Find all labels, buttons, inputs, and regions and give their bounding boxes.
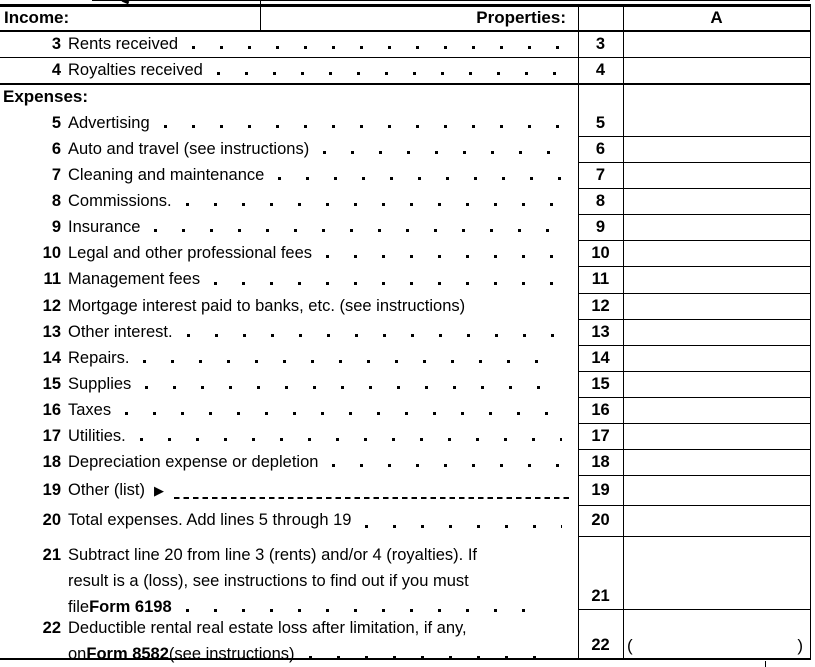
description-text: on bbox=[68, 644, 87, 663]
line-5-box-number: 5 bbox=[595, 114, 606, 132]
amount-cell-line-3[interactable] bbox=[624, 31, 810, 57]
line-5-description bbox=[68, 110, 578, 136]
line-7-box-number: 7 bbox=[595, 165, 606, 184]
description-text: Mortgage interest paid to banks, etc. (see instructions) bbox=[68, 296, 466, 315]
line-8-box-number: 8 bbox=[595, 191, 606, 210]
line-10-number: 10 bbox=[42, 244, 61, 262]
line-9-description bbox=[68, 214, 578, 240]
line-16-box-number: 16 bbox=[591, 400, 610, 419]
line-16-number: 16 bbox=[42, 401, 61, 419]
description-text: Rents received bbox=[68, 34, 179, 53]
loss-open-paren: ( bbox=[627, 636, 633, 655]
line-4-description bbox=[68, 57, 578, 83]
line-17-description bbox=[68, 423, 578, 449]
dot-leader bbox=[365, 525, 562, 528]
line-11-box-number: 11 bbox=[591, 270, 610, 288]
amount-cell-line-11[interactable] bbox=[624, 266, 810, 293]
amount-cell-line-13[interactable] bbox=[624, 319, 810, 345]
line-22-number: 22 bbox=[42, 619, 61, 637]
amount-cell-line-20[interactable] bbox=[624, 505, 810, 536]
dot-leader bbox=[186, 203, 562, 206]
amount-cell-line-10[interactable] bbox=[624, 240, 810, 266]
amount-cell-line-14[interactable] bbox=[624, 345, 810, 371]
dot-leader bbox=[323, 151, 562, 154]
dot-leader bbox=[143, 360, 562, 363]
dot-leader bbox=[140, 438, 562, 441]
dot-leader bbox=[164, 125, 562, 128]
description-text: Depreciation expense or depletion bbox=[68, 452, 319, 471]
line-22-description bbox=[68, 615, 564, 667]
description-text: Deductible rental real estate loss after limitation, if any, bbox=[68, 618, 467, 637]
line-12-description bbox=[68, 293, 578, 319]
dot-leader bbox=[192, 46, 562, 49]
amount-cell-line-22[interactable] bbox=[624, 609, 810, 658]
dot-leader bbox=[214, 282, 562, 285]
line-15-box-number: 15 bbox=[591, 374, 610, 393]
line-18-description bbox=[68, 449, 578, 475]
amount-cell-line-16[interactable] bbox=[624, 397, 810, 423]
line-21-number: 21 bbox=[42, 546, 61, 564]
dot-leader bbox=[217, 72, 562, 75]
clipped-previous-row-border bbox=[92, 0, 810, 1]
line-11-number: 11 bbox=[43, 270, 61, 288]
line-6-box-number: 6 bbox=[595, 139, 606, 158]
dot-leader bbox=[332, 464, 562, 467]
line-19-description bbox=[68, 475, 578, 505]
line-12-number: 12 bbox=[42, 297, 61, 315]
description-text: Insurance bbox=[68, 217, 141, 236]
line-3-description bbox=[68, 31, 578, 57]
line-10-box-number: 10 bbox=[591, 243, 610, 262]
dot-leader bbox=[186, 609, 548, 612]
line-15-number: 15 bbox=[42, 375, 61, 393]
line-20-box-number: 20 bbox=[591, 511, 610, 529]
line-21-box-number: 21 bbox=[591, 587, 610, 605]
line-12-box-number: 12 bbox=[591, 296, 610, 315]
line-13-number: 13 bbox=[42, 323, 61, 341]
description-text: Utilities. bbox=[68, 426, 126, 445]
right-arrow-icon: ▶ bbox=[154, 482, 165, 498]
line-7-number: 7 bbox=[51, 166, 61, 184]
line-4-box-number: 4 bbox=[595, 60, 606, 79]
amount-cell-line-21[interactable] bbox=[624, 536, 810, 609]
line-17-box-number: 17 bbox=[591, 426, 610, 445]
line-8-number: 8 bbox=[51, 192, 61, 210]
expenses-section-label: Expenses: bbox=[3, 87, 89, 106]
amount-cell-line-18[interactable] bbox=[624, 449, 810, 475]
line-6-number: 6 bbox=[51, 140, 61, 158]
amount-cell-line-9[interactable] bbox=[624, 214, 810, 240]
loss-close-paren: ) bbox=[797, 636, 803, 655]
other-list-fill-in-line[interactable] bbox=[174, 497, 570, 499]
line-21-text-line bbox=[68, 542, 564, 568]
line-21-description bbox=[68, 542, 564, 620]
line-8-description bbox=[68, 188, 578, 214]
description-text: Commissions. bbox=[68, 191, 172, 210]
line-20-description bbox=[68, 505, 578, 536]
properties-header-label: Properties: bbox=[476, 8, 566, 27]
line-22-text-line bbox=[68, 641, 564, 667]
description-text: Other interest. bbox=[68, 322, 173, 341]
description-text: Advertising bbox=[68, 113, 150, 132]
line-16-description bbox=[68, 397, 578, 423]
amount-cell-line-5[interactable] bbox=[624, 84, 810, 136]
line-6-description bbox=[68, 136, 578, 162]
line-13-description bbox=[68, 319, 578, 345]
dot-leader bbox=[125, 412, 562, 415]
amount-cell-line-7[interactable] bbox=[624, 162, 810, 188]
description-text: Total expenses. Add lines 5 through 19 bbox=[68, 511, 352, 529]
line-22-box-number: 22 bbox=[591, 636, 610, 654]
description-text: Royalties received bbox=[68, 60, 203, 79]
line-19-number: 19 bbox=[42, 481, 61, 499]
dot-leader bbox=[309, 656, 548, 659]
form-reference-bold: Form 8582 bbox=[86, 644, 169, 663]
line-5-number: 5 bbox=[51, 114, 61, 132]
line-15-description bbox=[68, 371, 578, 397]
line-9-box-number: 9 bbox=[595, 217, 606, 236]
description-text: Auto and travel (see instructions) bbox=[68, 139, 310, 158]
dot-leader bbox=[145, 386, 562, 389]
description-text: Taxes bbox=[68, 400, 112, 419]
line-11-description bbox=[68, 266, 578, 293]
line-14-description bbox=[68, 345, 578, 371]
line-3-box-number: 3 bbox=[595, 34, 606, 53]
amount-cell-line-4[interactable] bbox=[624, 57, 810, 83]
amount-cell-line-15[interactable] bbox=[624, 371, 810, 397]
description-text: (see instructions) bbox=[168, 644, 295, 663]
line-14-box-number: 14 bbox=[591, 348, 610, 367]
description-text: Other (list) bbox=[68, 480, 146, 499]
line-21-text-line bbox=[68, 568, 564, 594]
line-22-text-line bbox=[68, 615, 564, 641]
description-text: Repairs. bbox=[68, 348, 130, 367]
form-reference-bold: Form 6198 bbox=[89, 597, 172, 616]
line-17-number: 17 bbox=[42, 427, 61, 445]
amount-cell-line-17[interactable] bbox=[624, 423, 810, 449]
column-a-header-label: A bbox=[710, 8, 723, 27]
description-text: Subtract line 20 from line 3 (rents) and/or 4 (royalties). If bbox=[68, 545, 478, 564]
description-text: Management fees bbox=[68, 270, 201, 288]
dot-leader bbox=[187, 334, 562, 337]
line-13-box-number: 13 bbox=[591, 322, 610, 341]
description-text: result is a (loss), see instructions to find out if you must bbox=[68, 571, 469, 590]
description-text: file bbox=[68, 597, 90, 616]
amount-cell-line-19[interactable] bbox=[624, 475, 810, 505]
dot-leader bbox=[154, 229, 562, 232]
amount-cell-line-12[interactable] bbox=[624, 293, 810, 319]
line-18-box-number: 18 bbox=[591, 452, 610, 471]
line-14-number: 14 bbox=[42, 349, 61, 367]
clipped-next-row-divider bbox=[765, 661, 766, 667]
line-9-number: 9 bbox=[51, 218, 61, 236]
description-text: Legal and other professional fees bbox=[68, 243, 313, 262]
line-4-number: 4 bbox=[51, 61, 61, 79]
description-text: Supplies bbox=[68, 374, 132, 393]
description-text: Cleaning and maintenance bbox=[68, 165, 265, 184]
line-18-number: 18 bbox=[42, 453, 61, 471]
dot-leader bbox=[278, 177, 562, 180]
line-19-box-number: 19 bbox=[591, 480, 610, 499]
dot-leader bbox=[326, 255, 562, 258]
line-7-description bbox=[68, 162, 578, 188]
amount-cell-line-8[interactable] bbox=[624, 188, 810, 214]
income-section-label: Income: bbox=[4, 8, 70, 27]
amount-cell-line-6[interactable] bbox=[624, 136, 810, 162]
line-20-number: 20 bbox=[42, 511, 61, 529]
line-3-number: 3 bbox=[51, 35, 61, 53]
line-10-description bbox=[68, 240, 578, 266]
